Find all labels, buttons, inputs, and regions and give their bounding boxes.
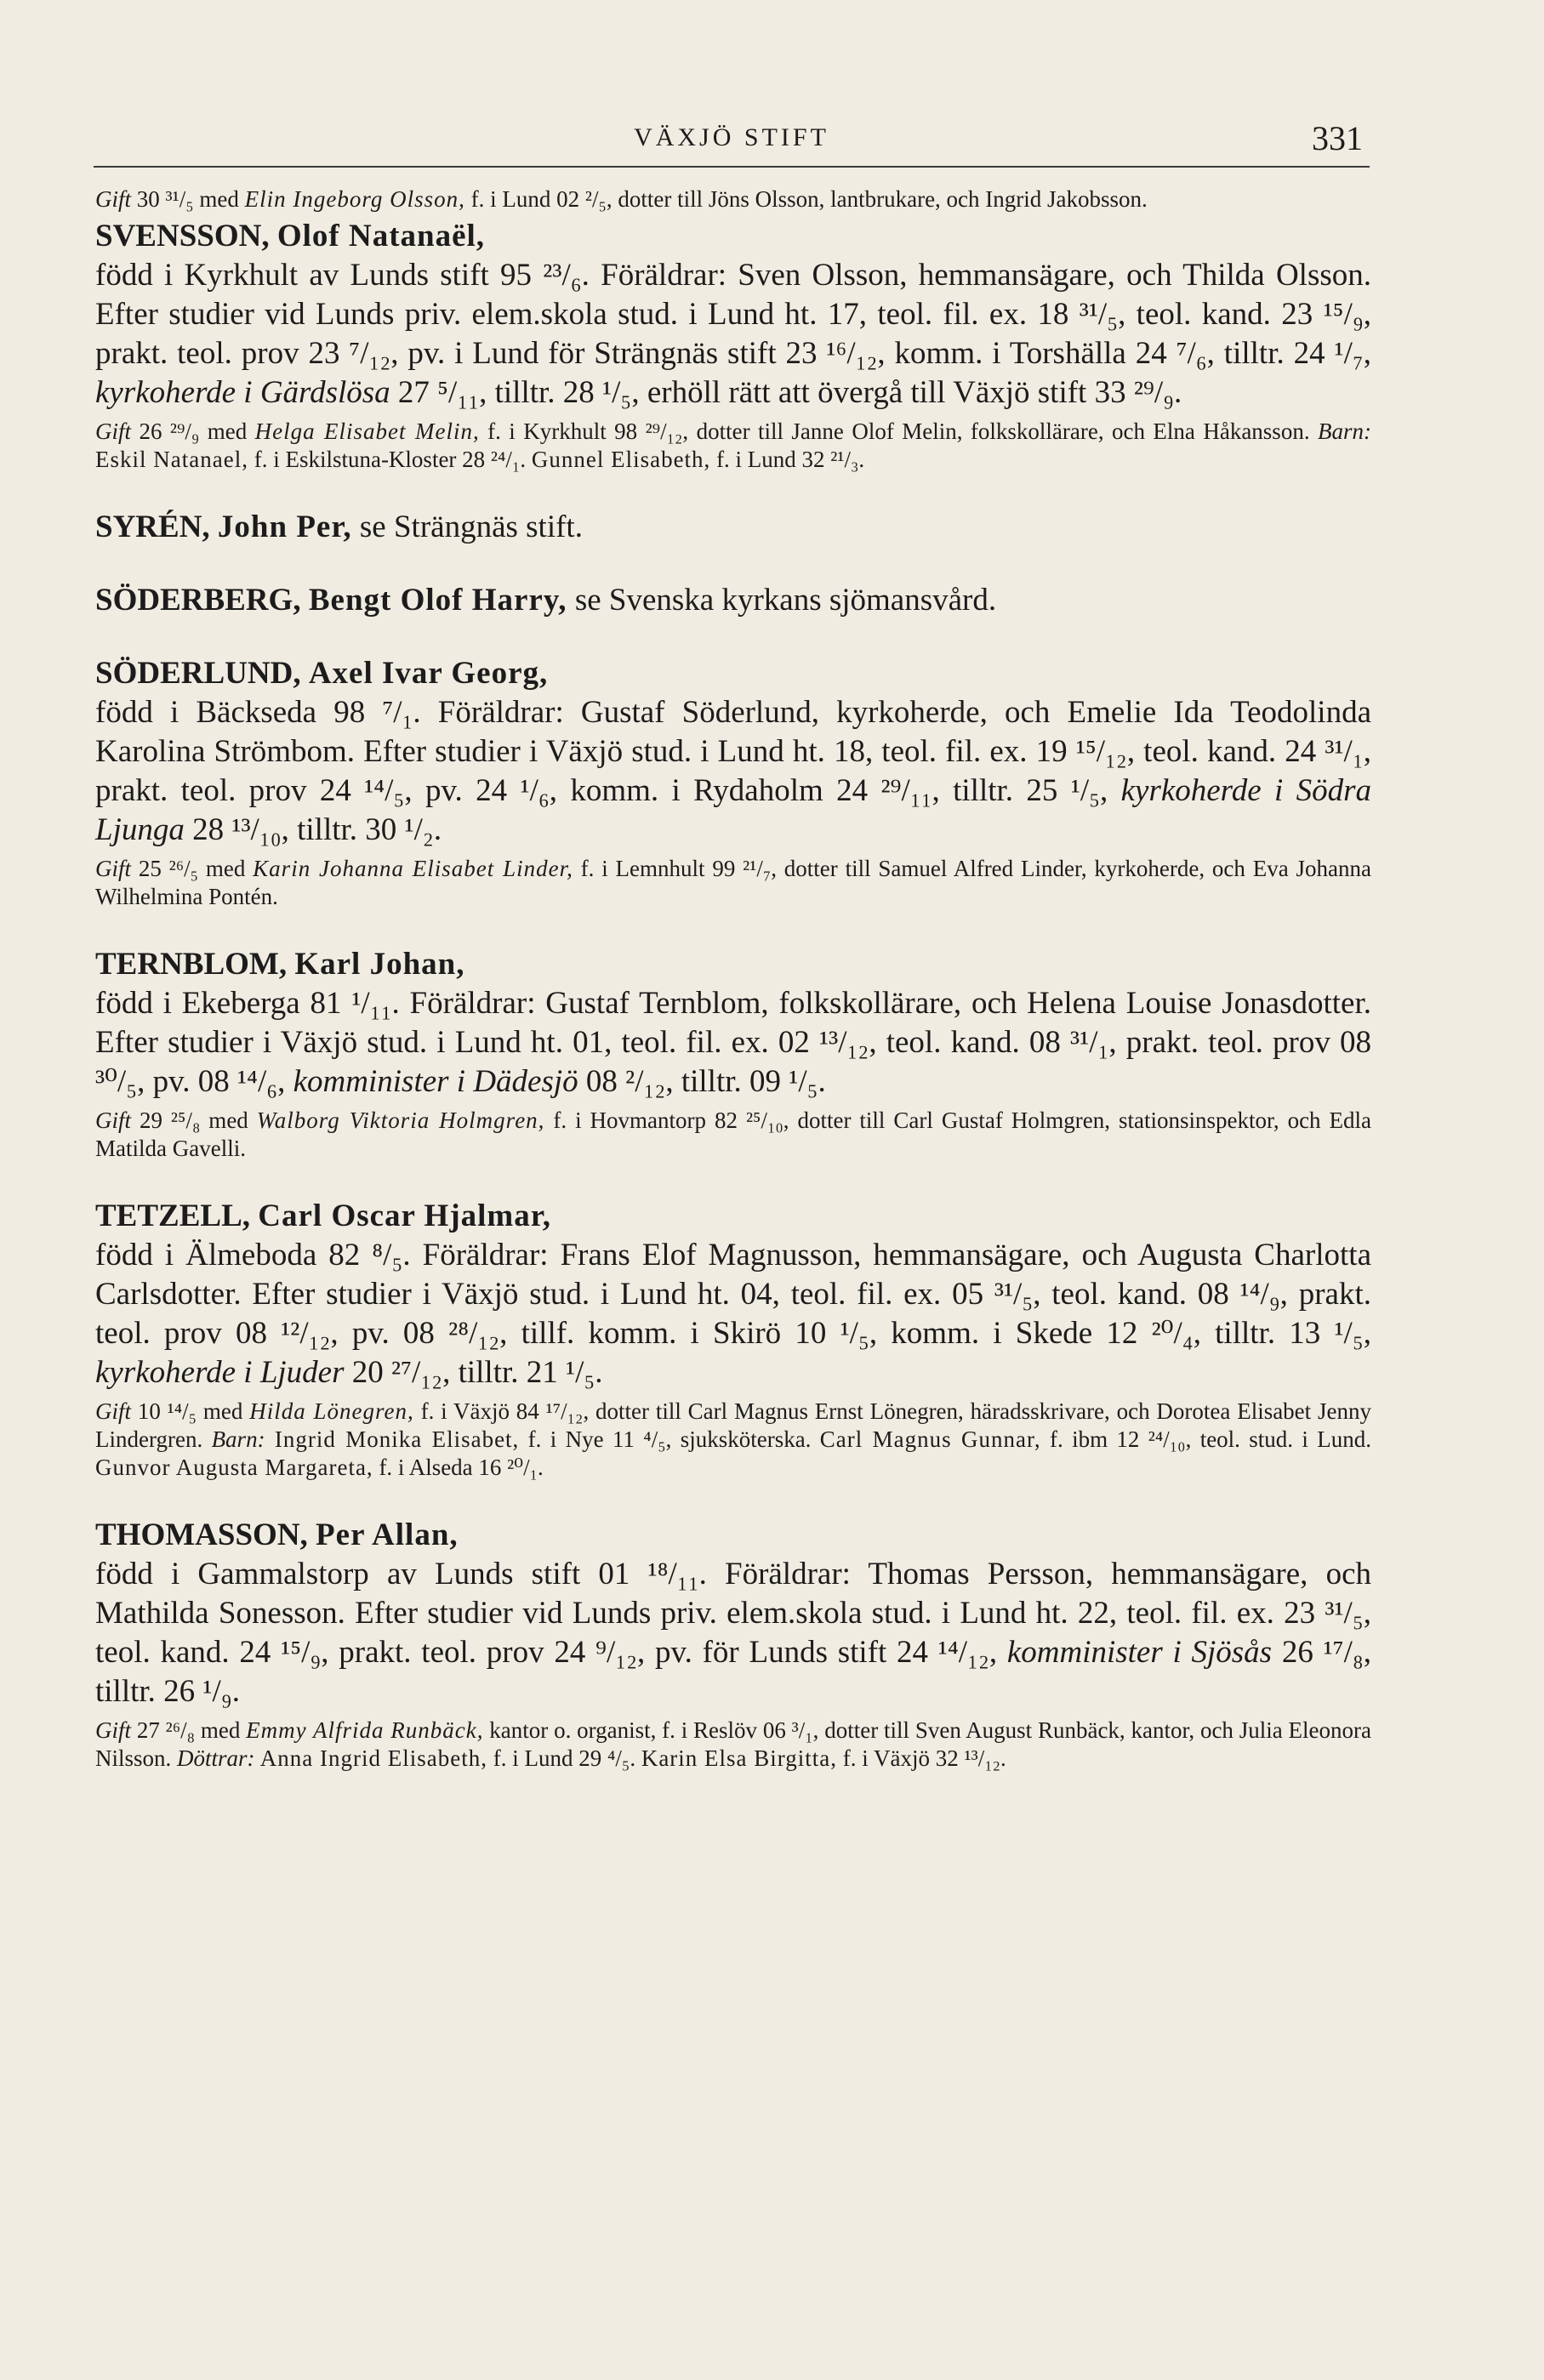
entry-soderlund: [95, 654, 1371, 911]
entry-biography: född i Ekeberga 81 ¹/₁₁. Föräldrar: Gustaf Ternblom, folkskollärare, och Helena Louise Jonasdotter. Efter studier i Växjö stud. i Lund ht. 01, teol. fil. ex. 02 ¹³/₁₂, teol. kand. 08 ³¹/₁, prakt. teol. prov 08 ³⁰/₅, pv. 08 ¹⁴/₆, komminister i Dädesjö 08 ²/₁₂, tilltr. 09 ¹/₅.: [95, 986, 1371, 1099]
entry-marriage: Gift 10 ¹⁴/₅ med Hilda Lönegren, f. i Växjö 84 ¹⁷/₁₂, dotter till Carl Magnus Ernst Lönegren, häradsskrivare, och Dorotea Elisabet Jenny Lindergren. Barn: Ingrid Monika Elisabet, f. i Nye 11 ⁴/₅, sjuksköterska. Carl Magnus Gunnar, f. ibm 12 ²⁴/₁₀, teol. stud. i Lund. Gunvor Augusta Margareta, f. i Alseda 16 ²⁰/₁.: [95, 1398, 1371, 1480]
page-number: 331: [1312, 119, 1363, 157]
entry-heading: THOMASSON, Per Allan,: [95, 1517, 459, 1552]
entry-biography: född i Kyrkhult av Lunds stift 95 ²³/₆. Föräldrar: Sven Olsson, hemmansägare, och Thilda Olsson. Efter studier vid Lunds priv. elem.skola stud. i Lund ht. 17, teol. fil. ex. 18 ³¹/₅, teol. kand. 23 ¹⁵/₉, prakt. teol. prov 23 ⁷/₁₂, pv. i Lund för Strängnäs stift 23 ¹⁶/₁₂, komm. i Torshälla 24 ⁷/₆, tilltr. 24 ¹/₇, kyrkoherde i Gärdslösa 27 ⁵/₁₁, tilltr. 28 ¹/₅, erhöll rätt att övergå till Växjö stift 33 ²⁹/₉.: [95, 258, 1371, 410]
entry-marriage: Gift 25 ²⁶/₅ med Karin Johanna Elisabet Linder, f. i Lemnhult 99 ²¹/₇, dotter till Samuel Alfred Linder, kyrkoherde, och Eva Johanna Wilhelmina Pontén.: [95, 856, 1371, 909]
entry-svensson: [95, 217, 1371, 474]
entry-marriage: Gift 27 ²⁶/₈ med Emmy Alfrida Runbäck, kantor o. organist, f. i Reslöv 06 ³/₁, dotter till Sven August Runbäck, kantor, och Julia Eleonora Nilsson. Döttrar: Anna Ingrid Elisabeth, f. i Lund 29 ⁴/₅. Karin Elsa Birgitta, f. i Växjö 32 ¹³/₁₂.: [95, 1717, 1371, 1771]
entry-biography: född i Bäckseda 98 ⁷/₁. Föräldrar: Gustaf Söderlund, kyrkoherde, och Emelie Ida Teodolinda Karolina Strömbom. Efter studier i Växjö stud. i Lund ht. 18, teol. fil. ex. 19 ¹⁵/₁₂, teol. kand. 24 ³¹/₁, prakt. teol. prov 24 ¹⁴/₅, pv. 24 ¹/₆, komm. i Rydaholm 24 ²⁹/₁₁, tilltr. 25 ¹/₅, kyrkoherde i Södra Ljunga 28 ¹³/₁₀, tilltr. 30 ¹/₂.: [95, 695, 1371, 847]
entry-biography: född i Gammalstorp av Lunds stift 01 ¹⁸/₁₁. Föräldrar: Thomas Persson, hemmansägare, och Mathilda Sonesson. Efter studier vid Lunds priv. elem.skola stud. i Lund ht. 22, teol. fil. ex. 23 ³¹/₅, teol. kand. 24 ¹⁵/₉, prakt. teol. prov 24 ⁹/₁₂, pv. för Lunds stift 24 ¹⁴/₁₂, komminister i Sjösås 26 ¹⁷/₈, tilltr. 26 ¹/₉.: [95, 1557, 1371, 1709]
entry-syren: [95, 508, 1371, 547]
page-content: [95, 185, 1371, 1807]
entry-heading: SÖDERLUND, Axel Ivar Georg,: [95, 656, 549, 691]
entry-marriage: Gift 29 ²⁵/₈ med Walborg Viktoria Holmgren, f. i Hovmantorp 82 ²⁵/₁₀, dotter till Carl Gustaf Holmgren, stationsinspektor, och Edla Matilda Gavelli.: [95, 1107, 1371, 1161]
page-header: [94, 81, 1370, 168]
entry-marriage: Gift 26 ²⁹/₉ med Helga Elisabet Melin, f. i Kyrkhult 98 ²⁹/₁₂, dotter till Janne Olof Melin, folkskollärare, och Elna Håkansson. Barn: Eskil Natanael, f. i Eskilstuna-Kloster 28 ²⁴/₁. Gunnel Elisabeth, f. i Lund 32 ²¹/₃.: [95, 418, 1371, 472]
entry-heading: SVENSSON, Olof Natanaël,: [95, 219, 486, 253]
entry-heading: SÖDERBERG, Bengt Olof Harry, se Svenska kyrkans sjömansvård.: [95, 583, 997, 618]
running-title: VÄXJÖ STIFT: [634, 123, 829, 151]
entry-heading: TERNBLOM, Karl Johan,: [95, 947, 465, 982]
entry-heading: SYRÉN, John Per, se Strängnäs stift.: [95, 510, 583, 544]
entry-heading: TETZELL, Carl Oscar Hjalmar,: [95, 1199, 552, 1233]
entry-biography: född i Älmeboda 82 ⁸/₅. Föräldrar: Frans Elof Magnusson, hemmansägare, och Augusta Charlotta Carlsdotter. Efter studier i Växjö stud. i Lund ht. 04, teol. fil. ex. 05 ³¹/₅, teol. kand. 08 ¹⁴/₉, prakt. teol. prov 08 ¹²/₁₂, pv. 08 ²⁸/₁₂, tillf. komm. i Skirö 10 ¹/₅, komm. i Skede 12 ²⁰/₄, tilltr. 13 ¹/₅, kyrkoherde i Ljuder 20 ²⁷/₁₂, tilltr. 21 ¹/₅.: [95, 1238, 1371, 1390]
entry-tetzell: [95, 1197, 1371, 1482]
entry-soderberg: [95, 581, 1371, 620]
marriage-note-continued: Gift 30 ³¹/₅ med Elin Ingeborg Olsson, f. i Lund 02 ²/₅, dotter till Jöns Olsson, lantbrukare, och Ingrid Jakobsson.: [95, 186, 1148, 212]
entry-ternblom: [95, 945, 1371, 1163]
entry-thomasson: [95, 1516, 1371, 1773]
